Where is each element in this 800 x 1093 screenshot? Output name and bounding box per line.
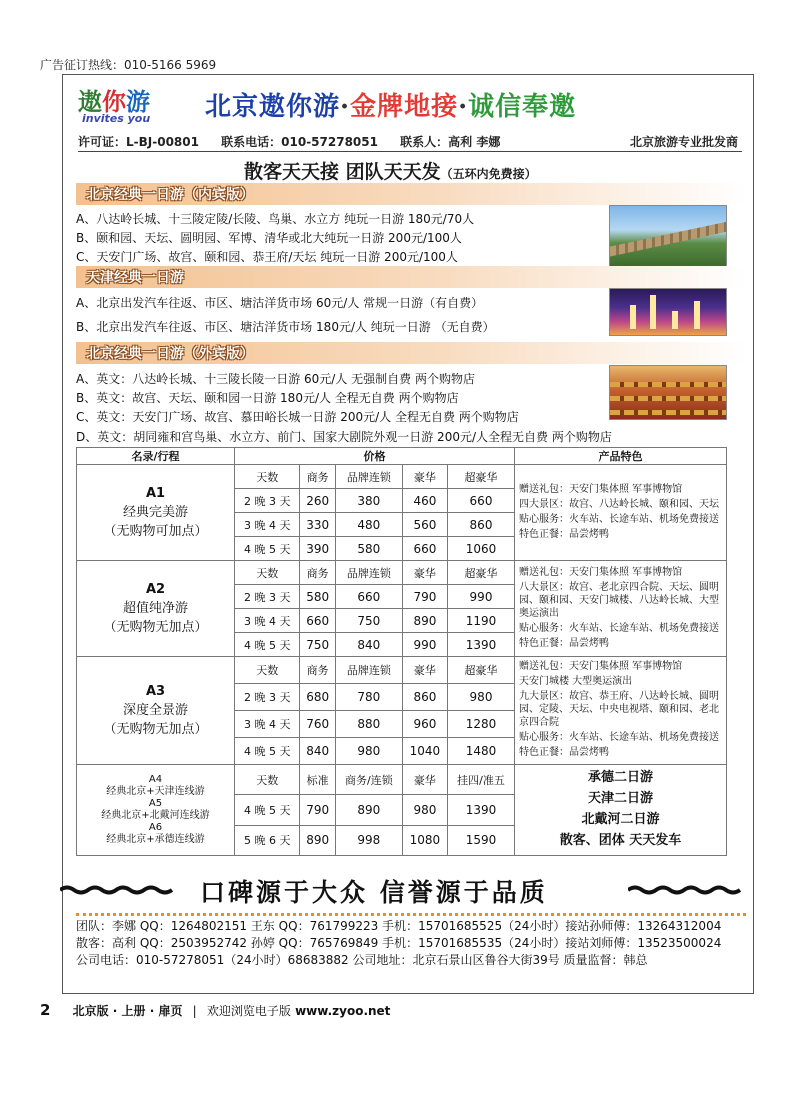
ad-hotline: 广告征订热线：010-5166 5969 <box>40 58 217 72</box>
tour-line: C、英文：天安门广场、故宫、慕田峪长城一日游 200元/人 全程无自费 两个购物店 <box>76 410 519 424</box>
table-row: 4 晚 5 天 390 580 660 1060 <box>77 537 727 561</box>
table-row: A3 深度全景游 （无购物无加点） 天数 商务 品牌连锁 豪华 超豪华 赠送礼包：天安门集体照 军事博物馆 天安门城楼 大型奥运演出 九大景区：故宫、恭王府、八达岭长城、圆明园、定陵、天坛、中央电视塔、颐和园、老北京四合院 贴心服务：火车站、长途车站、机场免费接送 特色正餐：品尝烤鸭 <box>77 657 727 684</box>
logo-chinese: 遨你游 <box>78 87 150 116</box>
license-number: 许可证：L-BJ-00801 <box>78 135 199 149</box>
tour-line: A、八达岭长城、十三陵定陵/长陵、鸟巢、水立方 纯玩一日游 180元/70人 <box>76 212 475 226</box>
contact-person: 联系人：高利 李娜 <box>400 135 501 149</box>
wave-ornament-left <box>60 885 178 895</box>
logo-english: invites you <box>82 112 151 125</box>
bottom-slogan-banner <box>0 873 800 911</box>
table-row: 4 晚 5 天 790 890 980 1390 <box>77 795 727 825</box>
tour-line: B、英文：故宫、天坛、颐和园一日游 180元/人 全程无自费 两个购物店 <box>76 391 459 405</box>
company-banner: 北京遨你游·金牌地接·诚信奉邀 <box>205 92 577 122</box>
features-a2: 赠送礼包：天安门集体照 军事博物馆 八大景区：故宫、老北京四合院、天坛、圆明园、颐和园、天安门城楼、八达岭长城、大型奥运演出 贴心服务：火车站、长途车站、机场免费接送 特色正餐：品尝烤鸭 <box>515 561 727 657</box>
table-row: 4 晚 5 天 750 840 990 1390 <box>77 633 727 657</box>
website-link[interactable]: www.zyoo.net <box>295 1004 391 1018</box>
tour-line: C、天安门广场、故宫、颐和园、恭王府/天坛 纯玩一日游 200元/100人 <box>76 250 458 264</box>
table-row: 3 晚 4 天 330 480 560 860 <box>77 513 727 537</box>
tour-line: A、英文：八达岭长城、十三陵长陵一日游 60元/人 无强制自费 两个购物店 <box>76 372 475 386</box>
header-name: 名录/行程 <box>77 448 235 465</box>
table-row: A1 经典完美游 （无购物可加点） 天数 商务 品牌连锁 豪华 超豪华 赠送礼包：天安门集体照 军事博物馆 四大景区：故宫、八达岭长城、颐和园、天坛 贴心服务：火车站、长途车站、机场免费接送 特色正餐：品尝烤鸭 <box>77 465 727 489</box>
edition-label: 北京版 · 上册 · 扉页 <box>72 1004 183 1018</box>
table-row: 2 晚 3 天 580 660 790 990 <box>77 585 727 609</box>
great-wall-photo <box>609 205 727 267</box>
table-row: A2 超值纯净游 （无购物无加点） 天数 商务 品牌连锁 豪华 超豪华 赠送礼包：天安门集体照 军事博物馆 八大景区：故宫、老北京四合院、天坛、圆明园、颐和园、天安门城楼、八达岭长城、大型奥运演出 贴心服务：火车站、长途车站、机场免费接送 特色正餐：品尝烤鸭 <box>77 561 727 585</box>
contact-line-company: 公司电话：010-57278051（24小时）68683882 公司地址：北京石景山区鲁谷大街39号 质量监督：韩总 <box>76 953 648 967</box>
tour-line: B、颐和园、天坛、圆明园、军博、清华或北大纯玩一日游 200元/100人 <box>76 231 462 245</box>
section-bar-tianjin: 天津经典一日游 <box>76 266 746 288</box>
wave-ornament-right <box>628 885 746 895</box>
package-a4-a6: A4 经典北京+天津连线游 A5 经典北京+北戴河连线游 A6 经典北京+承德连线游 <box>77 765 235 856</box>
contact-block <box>76 918 721 969</box>
banner-invite: 诚信奉邀 <box>468 92 577 122</box>
header-price: 价格 <box>235 448 515 465</box>
wholesaler-label: 北京旅游专业批发商 <box>629 135 738 149</box>
table-row: 5 晚 6 天 890 998 1080 1590 <box>77 825 727 855</box>
table-row: 2 晚 3 天 260 380 460 660 <box>77 489 727 513</box>
features-a1: 赠送礼包：天安门集体照 军事博物馆 四大景区：故宫、八达岭长城、颐和园、天坛 贴心服务：火车站、长途车站、机场免费接送 特色正餐：品尝烤鸭 <box>515 465 727 561</box>
bottom-slogan-text: 口碑源于大众 信誉源于品质 <box>200 878 548 907</box>
header-features: 产品特色 <box>515 448 727 465</box>
header-divider <box>78 151 742 152</box>
page-number: 2 <box>40 1001 51 1019</box>
banner-name: 北京遨你游 <box>205 92 341 122</box>
tour-line: B、北京出发汽车往返、市区、塘沽洋货市场 180元/人 纯玩一日游 （无自费） <box>76 320 495 334</box>
package-a3: A3 深度全景游 （无购物无加点） <box>77 657 235 765</box>
contact-line-team: 团队：李娜 QQ：1264802151 王东 QQ：761799223 手机：15701685525（24小时）接站孙师傅：13264312004 <box>76 919 722 933</box>
slogan-note: （五环内免费接） <box>440 167 537 181</box>
table-row: A4 经典北京+天津连线游 A5 经典北京+北戴河连线游 A6 经典北京+承德连线游 天数 标准 商务/连锁 豪华 挂四/准五 承德二日游 天津二日游 北戴河二日游 散客、团体 天天发车 <box>77 765 727 795</box>
package-a1: A1 经典完美游 （无购物可加点） <box>77 465 235 561</box>
table-row: 3 晚 4 天 760 880 960 1280 <box>77 711 727 738</box>
section-bar-beijing-foreign: 北京经典一日游（外宾版） <box>76 342 746 364</box>
welcome-text: 欢迎浏览电子版 <box>206 1004 291 1018</box>
main-slogan: 散客天天接 团队天天发（五环内免费接） <box>244 161 537 183</box>
banner-gold: 金牌地接 <box>350 92 459 122</box>
tour-line: D、英文：胡同雍和宫鸟巢、水立方、前门、国家大剧院外观一日游 200元/人全程无自费 两个购物店 <box>76 430 612 444</box>
table-row: 3 晚 4 天 660 750 890 1190 <box>77 609 727 633</box>
tour-line: A、北京出发汽车往返、市区、塘沽洋货市场 60元/人 常规一日游（有自费） <box>76 296 484 310</box>
table-row: 4 晚 5 天 840 980 1040 1480 <box>77 738 727 765</box>
page-footer: 2 北京版 · 上册 · 扉页 | 欢迎浏览电子版 www.zyoo.net <box>40 1001 391 1019</box>
forbidden-city-photo <box>609 365 727 420</box>
features-a3: 赠送礼包：天安门集体照 军事博物馆 天安门城楼 大型奥运演出 九大景区：故宫、恭王府、八达岭长城、圆明园、定陵、天坛、中央电视塔、颐和园、老北京四合院 贴心服务：火车站、长途车站、机场免费接送 特色正餐：品尝烤鸭 <box>515 657 727 765</box>
package-a2: A2 超值纯净游 （无购物无加点） <box>77 561 235 657</box>
contact-line-individual: 散客：高利 QQ：2503952742 孙婷 QQ：765769849 手机：15701685535（24小时）接站刘师傅：13523500024 <box>76 936 722 950</box>
contact-phone: 联系电话：010-57278051 <box>221 135 378 149</box>
license-contact-line <box>78 133 738 150</box>
section-bar-beijing-domestic: 北京经典一日游（内宾版） <box>76 183 746 205</box>
dotted-divider <box>76 913 746 916</box>
table-row: 2 晚 3 天 680 780 860 980 <box>77 684 727 711</box>
package-price-table <box>76 447 727 856</box>
company-logo <box>78 82 164 132</box>
features-a4-a6: 承德二日游 天津二日游 北戴河二日游 散客、团体 天天发车 <box>515 765 727 856</box>
tianjin-night-photo <box>609 288 727 336</box>
